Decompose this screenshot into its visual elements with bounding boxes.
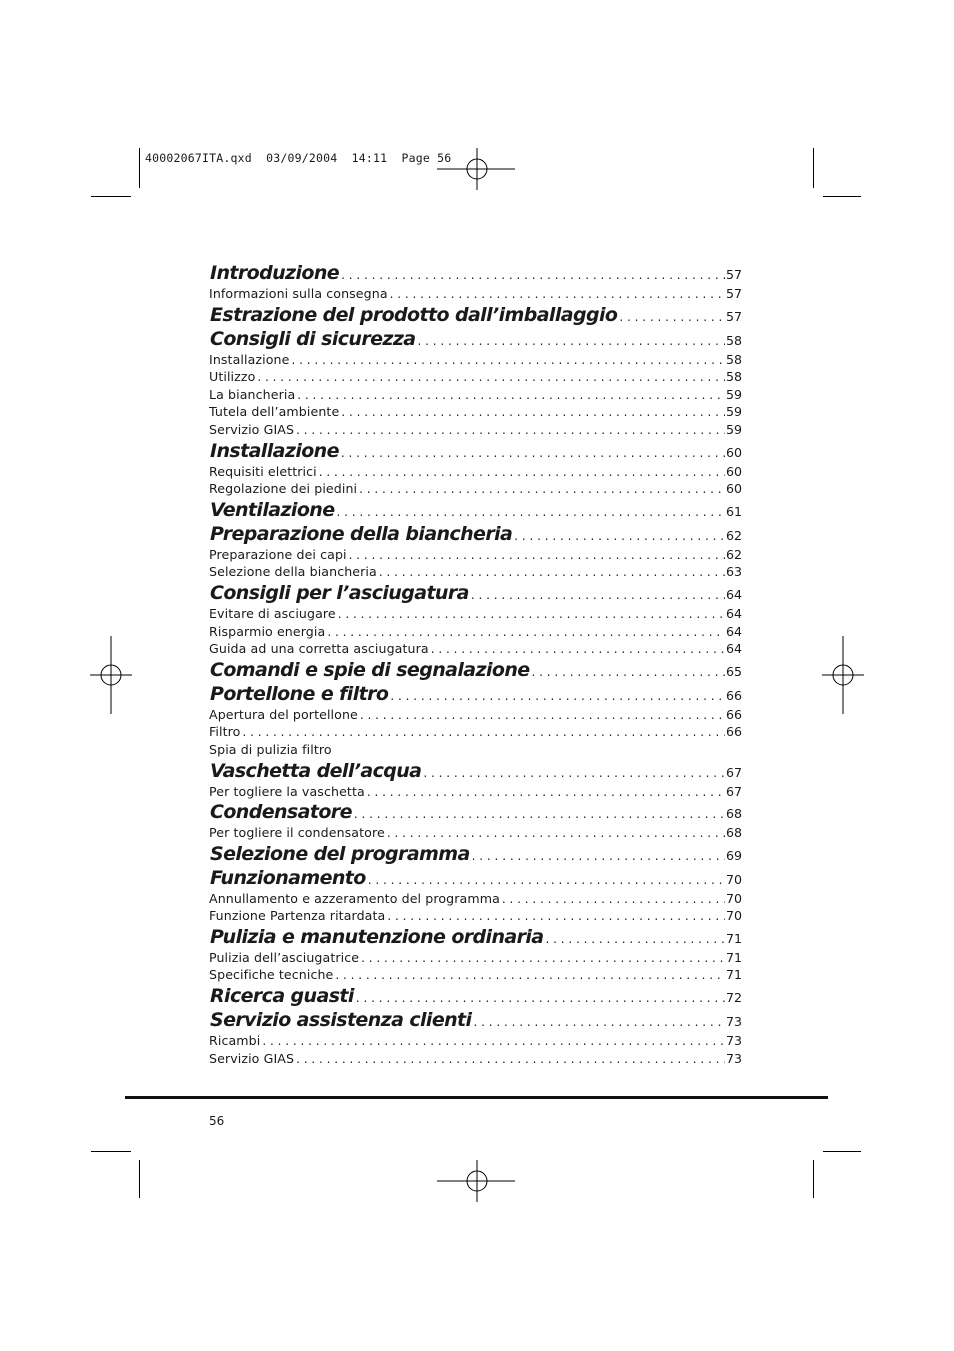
toc-entry: [209, 404, 742, 422]
toc-title: Consigli di sicurezza: [210, 327, 416, 350]
toc-page: 62: [725, 527, 742, 543]
toc-title: Estrazione del prodotto dall’imballaggio: [210, 303, 618, 326]
toc-title: Ventilazione: [210, 498, 335, 521]
toc-title: Informazioni sulla consegna: [209, 286, 388, 301]
toc-title: Funzione Partenza ritardata: [209, 908, 386, 924]
toc-entry: [209, 1033, 742, 1051]
toc-title: Funzionamento: [210, 866, 366, 889]
registration-mark-left: [90, 636, 132, 714]
table-of-contents: [209, 262, 742, 1068]
toc-leader-dots: [255, 370, 725, 384]
toc-page: 71: [725, 967, 742, 983]
toc-heading: [209, 499, 742, 523]
footer-rule: [125, 1096, 828, 1099]
toc-leader-dots: [289, 353, 725, 367]
toc-entry: [209, 369, 742, 387]
toc-title: Portellone e filtro: [210, 682, 389, 705]
toc-leader-dots: [325, 625, 725, 639]
toc-page: 68: [725, 825, 742, 841]
toc-leader-dots: [385, 909, 725, 923]
toc-page: 61: [725, 503, 742, 519]
toc-title: Introduzione: [210, 262, 340, 284]
toc-entry: [209, 606, 742, 624]
toc-entry: [209, 481, 742, 499]
toc-page: 58: [725, 351, 742, 367]
toc-entry: [209, 950, 742, 968]
toc-page: 73: [725, 1050, 742, 1066]
toc-leader-dots: [500, 892, 725, 906]
toc-title: Apertura del portellone: [209, 706, 358, 722]
toc-title: Spia di pulizia filtro: [209, 741, 332, 757]
toc-page: 63: [725, 564, 742, 580]
toc-heading: [209, 843, 742, 867]
toc-heading: [209, 801, 742, 825]
toc-title: Utilizzo: [209, 369, 256, 385]
toc-title: Requisiti elettrici: [209, 463, 317, 479]
toc-leader-dots: [421, 766, 725, 780]
toc-entry: [209, 1051, 742, 1069]
toc-title: Annullamento e azzeramento del programma: [209, 890, 500, 906]
toc-title: Regolazione dei piedini: [209, 481, 358, 497]
toc-entry: [209, 742, 742, 760]
toc-title: Comandi e spie di segnalazione: [210, 658, 530, 681]
toc-title: Servizio GIAS: [209, 1050, 295, 1066]
toc-heading: [209, 926, 742, 950]
registration-mark-right: [822, 636, 864, 714]
toc-leader-dots: [530, 665, 725, 679]
toc-leader-dots: [333, 968, 725, 982]
toc-entry: [209, 286, 742, 304]
toc-leader-dots: [365, 785, 725, 799]
print-slug: 40002067ITA.qxd 03/09/2004 14:11 Page 56: [145, 151, 452, 165]
toc-title: Selezione del programma: [210, 842, 470, 865]
toc-page: 57: [725, 308, 742, 324]
toc-entry: [209, 784, 742, 802]
toc-leader-dots: [377, 565, 725, 579]
toc-leader-dots: [294, 423, 725, 437]
toc-page: 69: [725, 847, 742, 863]
toc-page: 57: [725, 286, 742, 301]
toc-title: Installazione: [209, 351, 290, 367]
toc-leader-dots: [469, 588, 725, 602]
toc-entry: [209, 564, 742, 582]
toc-page: 70: [725, 908, 742, 924]
toc-leader-dots: [471, 1015, 725, 1029]
toc-title: Vaschetta dell’acqua: [210, 759, 422, 782]
registration-mark-top: [437, 148, 517, 190]
toc-title: Servizio GIAS: [209, 421, 295, 437]
toc-page: 71: [725, 949, 742, 965]
toc-title: Installazione: [210, 439, 339, 462]
toc-leader-dots: [336, 607, 725, 621]
toc-page: 64: [725, 586, 742, 602]
toc-leader-dots: [347, 548, 725, 562]
toc-leader-dots: [294, 1052, 725, 1066]
toc-entry: [209, 624, 742, 642]
toc-leader-dots: [388, 287, 725, 301]
toc-title: Tutela dell’ambiente: [209, 404, 340, 420]
toc-heading: [209, 760, 742, 784]
toc-page: 73: [725, 1033, 742, 1049]
toc-leader-dots: [352, 807, 725, 821]
toc-page: 59: [725, 386, 742, 402]
toc-heading: [209, 683, 742, 707]
toc-title: La biancheria: [209, 386, 296, 402]
toc-title: Specifiche tecniche: [209, 967, 334, 983]
toc-leader-dots: [385, 826, 725, 840]
toc-page: 58: [725, 369, 742, 385]
toc-leader-dots: [544, 932, 725, 946]
toc-entry: [209, 825, 742, 843]
toc-title: Filtro: [209, 724, 241, 740]
toc-page: 70: [725, 871, 742, 887]
toc-title: Risparmio energia: [209, 623, 326, 639]
toc-entry: [209, 967, 742, 985]
toc-entry: [209, 352, 742, 370]
toc-leader-dots: [470, 849, 725, 863]
toc-heading: [209, 523, 742, 547]
toc-title: Condensatore: [210, 801, 352, 824]
toc-leader-dots: [354, 991, 725, 1005]
toc-leader-dots: [358, 708, 725, 722]
toc-title: Evitare di asciugare: [209, 605, 336, 621]
toc-title: Guida ad una corretta asciugatura: [209, 641, 429, 657]
toc-leader-dots: [357, 482, 725, 496]
registration-mark-bottom: [437, 1160, 517, 1202]
toc-page: 68: [725, 806, 742, 822]
toc-page: 70: [725, 890, 742, 906]
toc-page: 60: [725, 481, 742, 497]
toc-leader-dots: [260, 1034, 725, 1048]
toc-title: Ricerca guasti: [210, 985, 354, 1008]
toc-heading: [209, 1009, 742, 1033]
toc-heading: [209, 328, 742, 352]
toc-entry: [209, 707, 742, 725]
toc-page: 66: [725, 687, 742, 703]
toc-title: Servizio assistenza clienti: [210, 1009, 472, 1032]
toc-leader-dots: [339, 405, 725, 419]
toc-leader-dots: [366, 873, 725, 887]
toc-title: Preparazione dei capi: [209, 546, 347, 562]
page-number: 56: [209, 1114, 225, 1128]
toc-leader-dots: [617, 310, 725, 324]
toc-page: 67: [725, 783, 742, 799]
toc-leader-dots: [416, 334, 725, 348]
toc-heading: [209, 582, 742, 606]
toc-page: 66: [725, 724, 742, 740]
toc-entry: [209, 464, 742, 482]
toc-leader-dots: [388, 689, 725, 703]
toc-entry: [209, 641, 742, 659]
toc-page: 59: [725, 421, 742, 437]
toc-page: 71: [725, 930, 742, 946]
toc-entry: [209, 387, 742, 405]
toc-page: 66: [725, 706, 742, 722]
toc-page: 67: [725, 764, 742, 780]
toc-entry: [209, 891, 742, 909]
toc-page: 58: [725, 332, 742, 348]
toc-leader-dots: [295, 388, 725, 402]
toc-page: 64: [725, 623, 742, 639]
toc-page: 62: [725, 546, 742, 562]
toc-page: 65: [725, 663, 742, 679]
toc-heading: [209, 440, 742, 464]
toc-leader-dots: [335, 505, 725, 519]
toc-heading: [209, 659, 742, 683]
toc-title: Selezione della biancheria: [209, 564, 377, 580]
toc-title: Ricambi: [209, 1033, 261, 1049]
toc-leader-dots: [359, 951, 725, 965]
toc-page: 73: [725, 1014, 742, 1030]
toc-title: Per togliere il condensatore: [209, 825, 385, 841]
toc-entry: [209, 547, 742, 565]
toc-title: Preparazione della biancheria: [210, 522, 513, 545]
toc-leader-dots: [240, 725, 725, 739]
toc-leader-dots: [339, 446, 725, 460]
toc-entry: [209, 724, 742, 742]
toc-title: Per togliere la vaschetta: [209, 783, 365, 799]
toc-page: 72: [725, 990, 742, 1006]
toc-title: Pulizia e manutenzione ordinaria: [210, 925, 544, 948]
toc-page: 64: [725, 641, 742, 657]
toc-page: 64: [725, 605, 742, 621]
toc-leader-dots: [512, 529, 725, 543]
toc-heading: [209, 985, 742, 1009]
toc-page: 60: [725, 463, 742, 479]
toc-heading: [209, 867, 742, 891]
toc-leader-dots: [317, 465, 725, 479]
toc-page: 60: [725, 444, 742, 460]
toc-heading: [209, 304, 742, 328]
toc-page: 57: [725, 267, 742, 282]
toc-title: Pulizia dell’asciugatrice: [209, 949, 360, 965]
toc-entry: [209, 422, 742, 440]
toc-entry: [209, 908, 742, 926]
toc-heading: [209, 262, 742, 286]
toc-leader-dots: [339, 268, 725, 282]
toc-title: Consigli per l’asciugatura: [210, 581, 469, 604]
toc-page: 59: [725, 404, 742, 420]
toc-leader-dots: [429, 642, 725, 656]
